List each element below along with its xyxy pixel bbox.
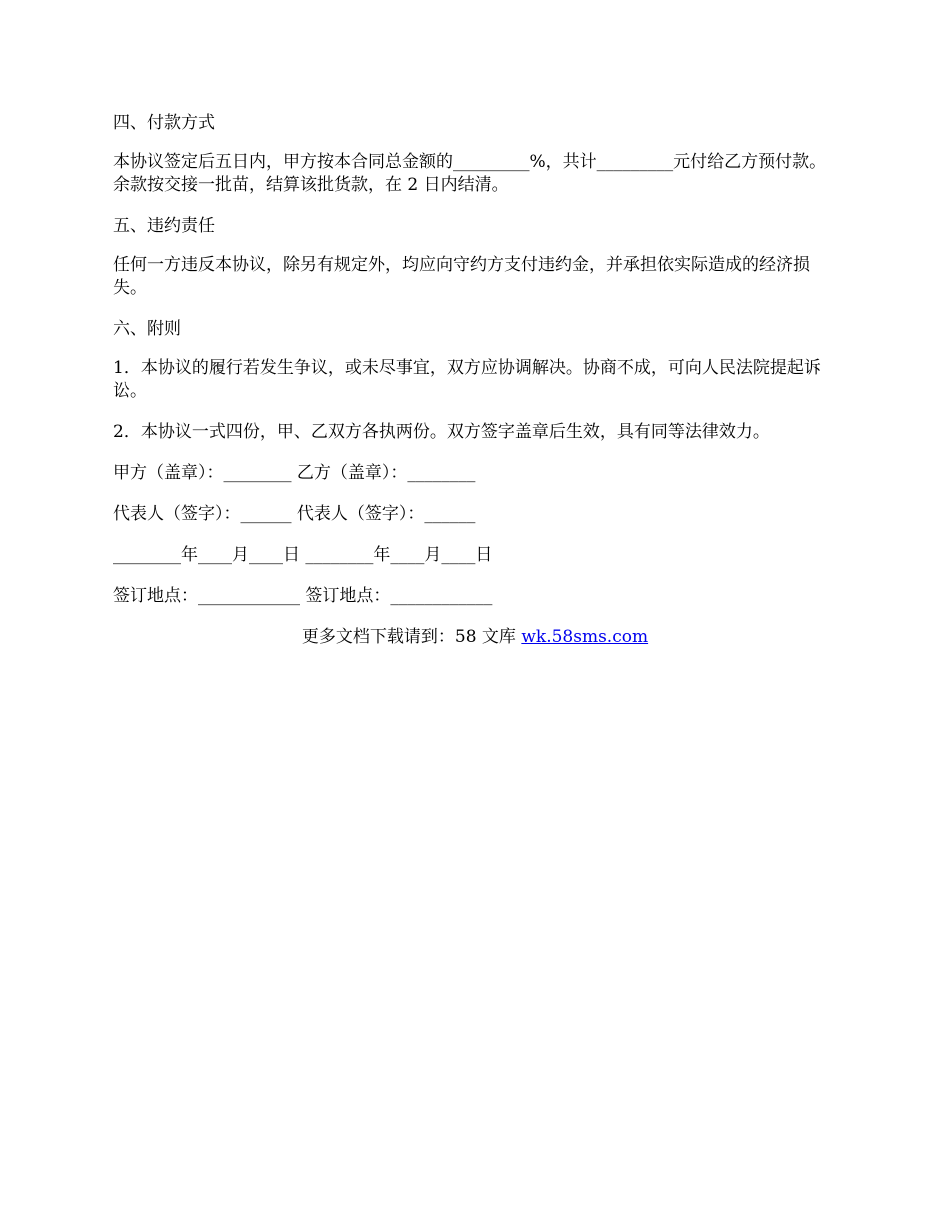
appendix-item-2: 2．本协议一式四份，甲、乙双方各执两份。双方签字盖章后生效，具有同等法律效力。 (113, 422, 770, 442)
section-heading-payment: 四、付款方式 (113, 113, 215, 133)
footer-link[interactable]: wk.58sms.com (521, 627, 649, 647)
paragraph-breach: 任何一方违反本协议，除另有规定外，均应向守约方支付违约金，并承担依实际造成的经济损失。 (113, 255, 810, 298)
signature-representatives-line: 代表人（签字）：______ 代表人（签字）：______ (113, 504, 476, 524)
signature-parties-line: 甲方（盖章）：________ 乙方（盖章）：________ (113, 463, 476, 483)
footer-text: 更多文档下载请到：58 文库 (301, 627, 522, 647)
document-body (113, 112, 843, 626)
appendix-item-1: 1．本协议的履行若发生争议，或未尽事宜，双方应协调解决。协商不成，可向人民法院提起诉讼。 (113, 358, 821, 401)
paragraph-payment: 本协议签定后五日内，甲方按本合同总金额的_________%，共计_________元付给乙方预付款。余款按交接一批苗，结算该批货款，在 2 日内结清。 (113, 152, 827, 195)
signature-dates-line: ________年____月____日 ________年____月____日 (113, 545, 493, 565)
signature-places-line: 签订地点：____________ 签订地点：____________ (113, 586, 493, 606)
section-heading-breach: 五、违约责任 (113, 216, 215, 236)
section-heading-appendix: 六、附则 (113, 319, 181, 339)
footer (0, 626, 950, 649)
